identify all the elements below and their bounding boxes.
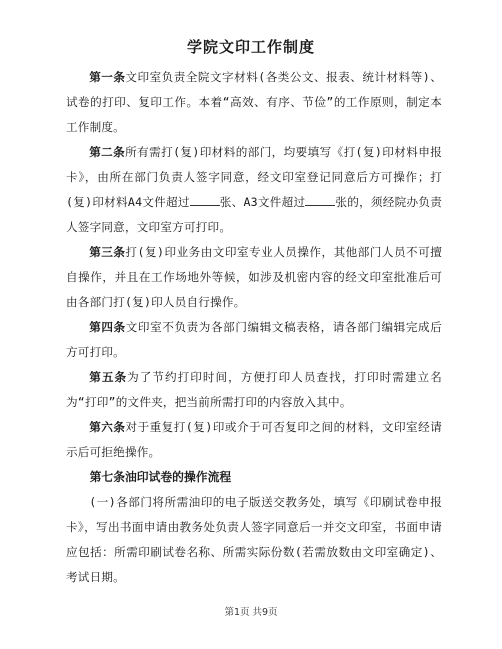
article-5-text: 为了节约打印时间，方便打印人员查找，打印时需建立名为“打印”的文件夹，把当前所需打印的内容放入其中。	[66, 370, 442, 409]
article-7-heading: 第七条油印试卷的操作流程	[89, 470, 232, 484]
document-title: 学院文印工作制度	[186, 38, 315, 56]
article-6-text: 对于重复打(复)印或介于可否复印之间的材料，文印室经请示后可拒绝操作。	[66, 420, 442, 459]
fill-blank-a3-count	[305, 194, 335, 206]
article-2-text-part3: 张的，须经院办负责人签字同意，文印室方可打印。	[66, 195, 442, 234]
article-1-text: 文印室负责全院文字材料(各类公文、报表、统计材料等)、试卷的打印、复印工作。本着“高效、有序、节俭”的工作原则，制定本工作制度。	[66, 70, 442, 134]
article-1	[66, 65, 442, 140]
article-4-text: 文印室不负责为各部门编辑文稿表格，请各部门编辑完成后方可打印。	[66, 320, 442, 359]
article-2	[66, 140, 442, 240]
article-5	[66, 365, 442, 415]
article-2-label: 第二条	[89, 145, 126, 159]
article-2-text-part2: 张、A3文件超过	[219, 195, 306, 209]
fill-blank-a4-count	[190, 194, 220, 206]
article-4	[66, 315, 442, 365]
article-3	[66, 240, 442, 315]
article-4-label: 第四条	[89, 320, 126, 334]
article-2-text-part1: 所有需打(复)印材料的部门，均要填写《打(复)印材料申报卡》，由所在部门负责人签字同意，经文印室登记同意后方可操作；打(复)印材料A4文件超过	[66, 145, 442, 209]
article-3-text: 打(复)印业务由文印室专业人员操作，其他部门人员不可擅自操作，并且在工作场地外等候，如涉及机密内容的经文印室批准后可由各部门打(复)印人员自行操作。	[66, 245, 442, 309]
article-6-label: 第六条	[89, 420, 126, 434]
article-7-paragraph: (一)各部门将所需油印的电子版送交教务处，填写《印刷试卷申报卡》，写出书面申请由教务处负责人签字同意后一并交文印室，书面申请应包括：所需印刷试卷名称、所需实际份数(若需放数由文印室确定)、考试日期。	[66, 495, 442, 584]
article-1-label: 第一条	[89, 70, 126, 84]
page-footer: 第1页 共9页	[224, 607, 278, 618]
article-5-label: 第五条	[89, 370, 128, 384]
article-6	[66, 415, 442, 465]
document-body	[66, 65, 442, 590]
article-3-label: 第三条	[89, 245, 126, 259]
